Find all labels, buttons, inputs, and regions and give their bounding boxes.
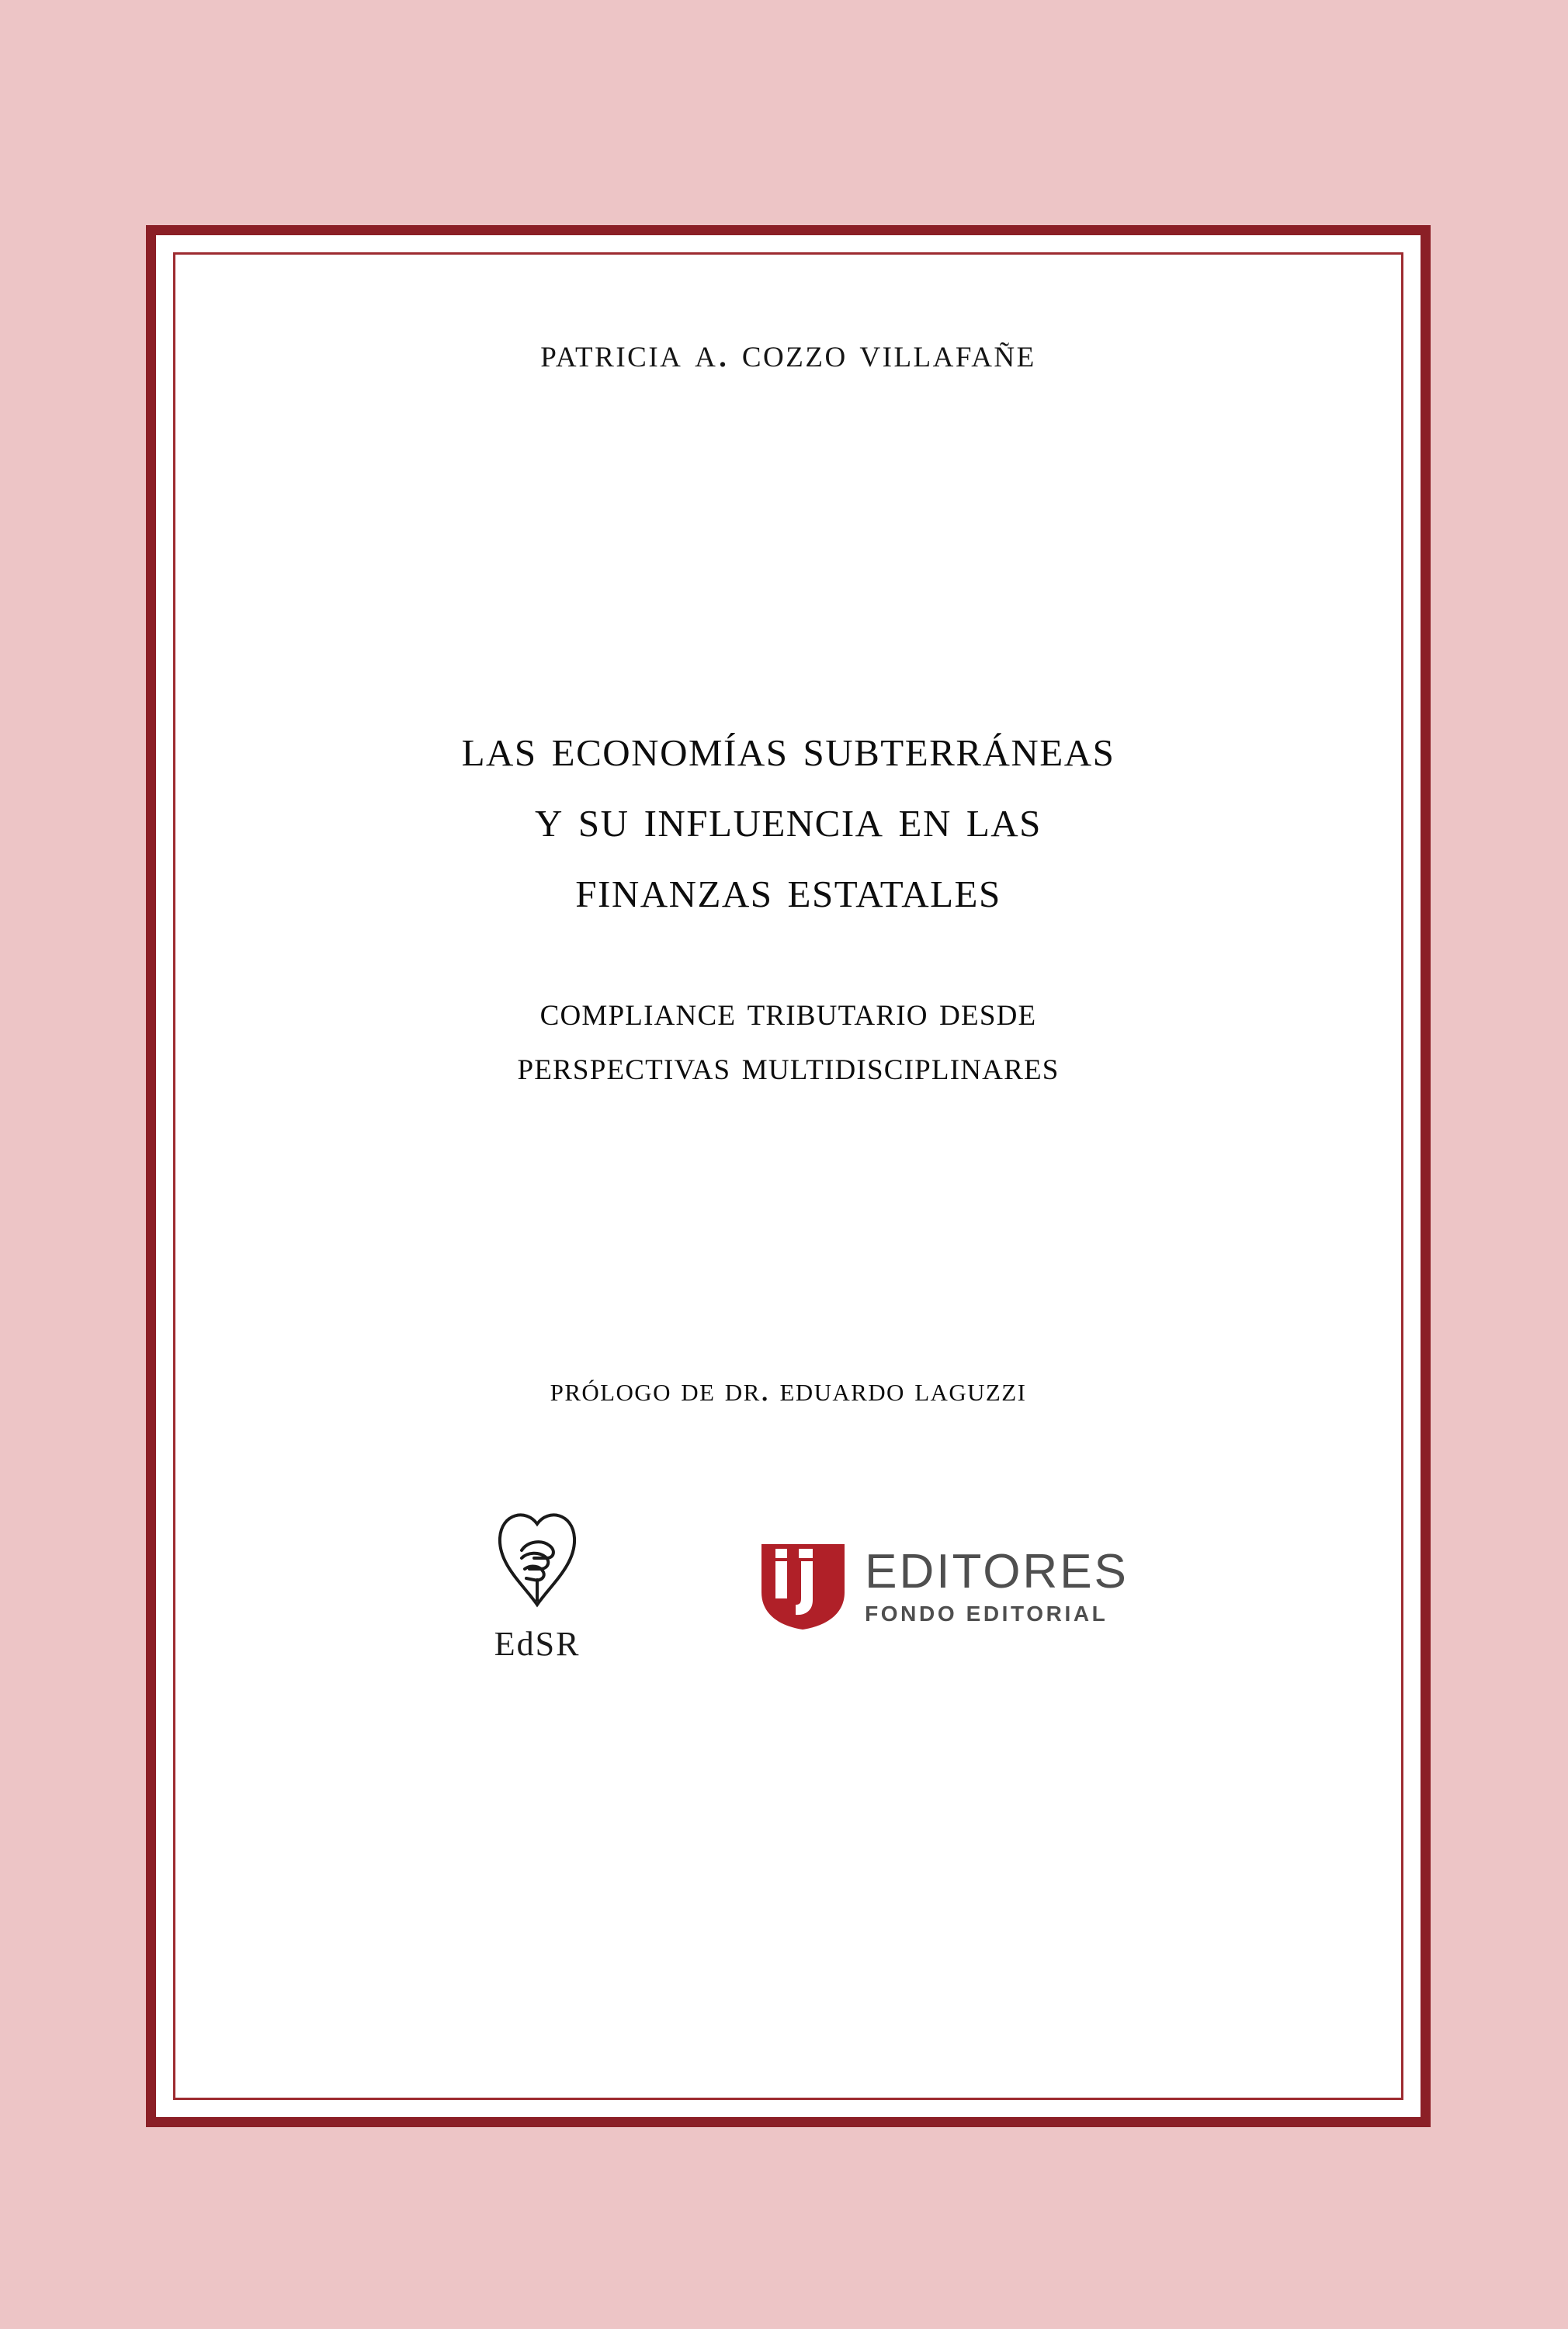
ij-shield-icon — [758, 1541, 848, 1633]
cover-content — [175, 255, 1401, 2098]
edsr-wordmark: EdSR — [494, 1624, 581, 1663]
book-subtitle — [224, 985, 1352, 1094]
heart-hand-icon — [491, 1510, 584, 1615]
cover-outer-frame — [146, 225, 1431, 2127]
ij-title: EDITORES — [865, 1545, 1129, 1598]
author-name: patricia a. cozzo villafañe — [540, 331, 1036, 376]
title-line-2: y su influencia en las — [535, 788, 1042, 849]
publisher-logos — [175, 1510, 1401, 1664]
ij-subtitle: FONDO EDITORIAL — [865, 1602, 1108, 1626]
book-title — [224, 713, 1352, 925]
cover-inner-frame — [173, 252, 1403, 2100]
subtitle-line-2: perspectivas multidisciplinares — [517, 1043, 1060, 1088]
prologue-credit: prólogo de dr. eduardo laguzzi — [550, 1369, 1027, 1408]
title-block — [224, 713, 1352, 1094]
subtitle-line-1: compliance tributario desde — [539, 988, 1037, 1034]
edsr-logo — [448, 1510, 626, 1664]
ij-wordmark — [865, 1545, 1129, 1626]
title-line-1: las economías subterráneas — [461, 717, 1115, 778]
title-line-3: finanzas estatales — [575, 859, 1001, 919]
ij-editores-logo — [758, 1541, 1129, 1633]
